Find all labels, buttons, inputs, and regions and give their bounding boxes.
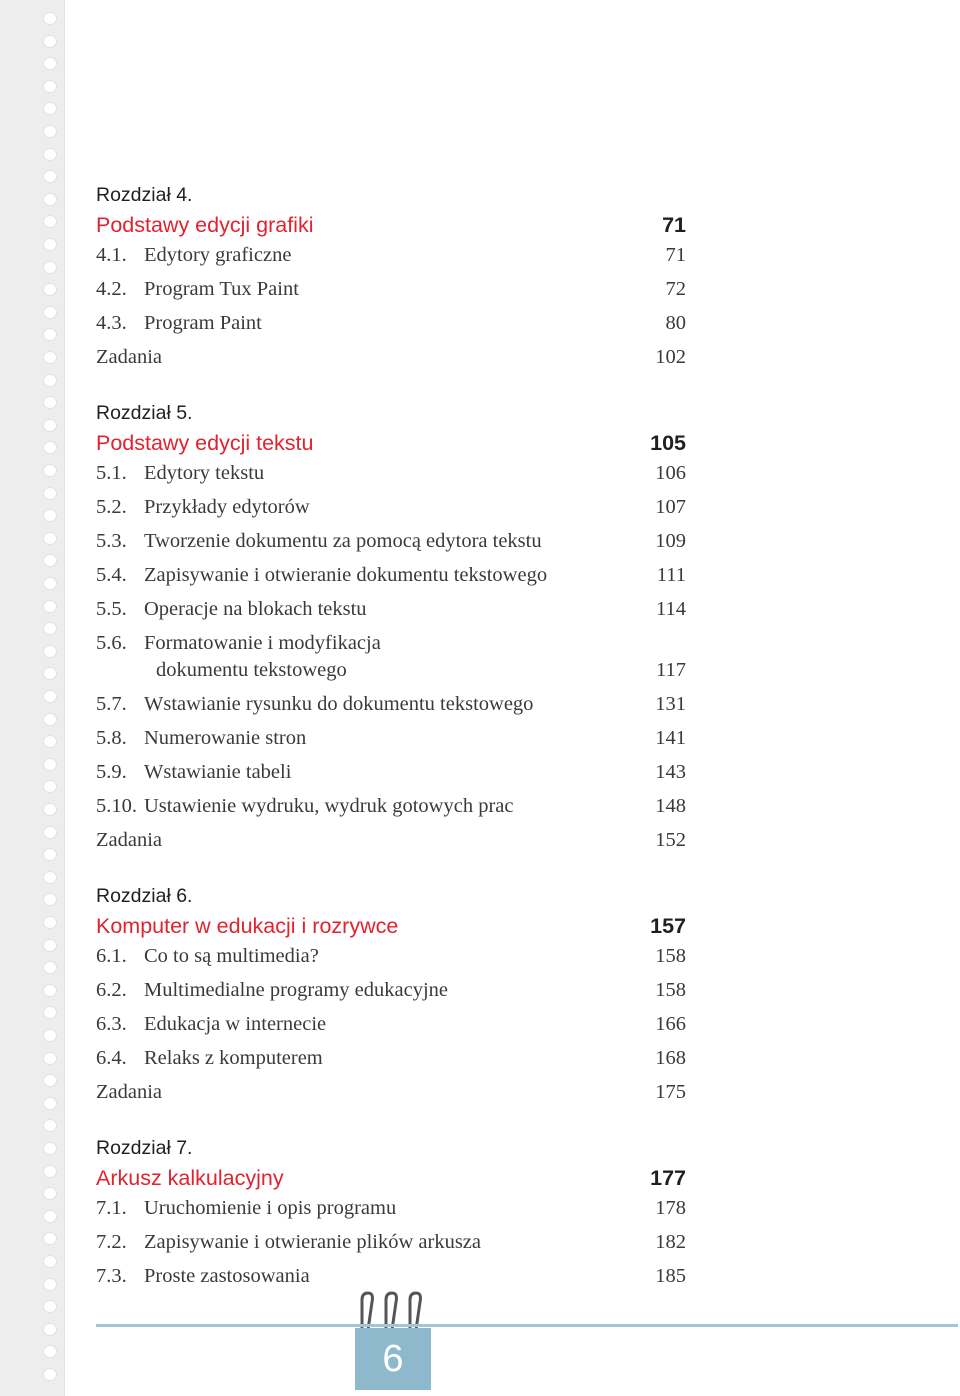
entry-page: 166 [655, 1013, 686, 1035]
binding-hole [43, 1142, 57, 1155]
entry-text [144, 562, 547, 589]
toc-entry[interactable] [96, 1229, 686, 1263]
toc-entry[interactable] [96, 528, 686, 562]
binding-hole [43, 215, 57, 228]
binding-hole [43, 600, 57, 613]
entry-text [144, 276, 299, 303]
toc-entry-left [96, 494, 310, 521]
binding-hole [43, 125, 57, 138]
toc-entry[interactable] [96, 1011, 686, 1045]
entry-text [144, 1229, 481, 1256]
entry-page: 158 [655, 979, 686, 1001]
toc-entry[interactable] [96, 1195, 686, 1229]
chapter-title: Arkusz kalkulacyjny [96, 1166, 284, 1190]
binding-hole [43, 238, 57, 251]
tasks-entry[interactable] [96, 827, 686, 861]
chapter-title: Podstawy edycji tekstu [96, 431, 314, 455]
binding-hole [43, 803, 57, 816]
toc-entry-left [96, 793, 513, 820]
entry-text-line: Zapisywanie i otwieranie dokumentu tekstowego [144, 564, 548, 586]
binding-hole [43, 1097, 57, 1110]
chapter-page: 105 [650, 431, 686, 455]
entry-number: 4.3. [96, 312, 127, 334]
binding-hole [43, 509, 57, 522]
binding-hole [43, 80, 57, 93]
binding-hole [43, 848, 57, 861]
chapter-title-row[interactable] [96, 909, 686, 943]
chapter-title: Komputer w edukacji i rozrywce [96, 914, 399, 938]
entry-text-line: Przykłady edytorów [144, 496, 310, 518]
entry-number: 6.4. [96, 1047, 127, 1069]
binding-hole [43, 1210, 57, 1223]
binding-hole [43, 713, 57, 726]
toc-entry[interactable] [96, 1045, 686, 1079]
toc-entry[interactable] [96, 494, 686, 528]
page-number: 6 [355, 1328, 431, 1390]
chapter-page: 71 [662, 213, 686, 237]
binding-hole [43, 351, 57, 364]
entry-page: 71 [665, 244, 686, 266]
binding-hole [43, 1323, 57, 1336]
toc-entry[interactable] [96, 242, 686, 276]
binding-hole [43, 261, 57, 274]
binding-hole [43, 939, 57, 952]
binding-hole [43, 735, 57, 748]
entry-page: 148 [655, 795, 686, 817]
entry-text-line: Multimedialne programy edukacyjne [144, 979, 448, 1001]
entry-text-line: Uruchomienie i opis programu [144, 1197, 397, 1219]
binding-hole [43, 1165, 57, 1178]
binding-hole [43, 464, 57, 477]
binding-hole [43, 554, 57, 567]
entry-page: 185 [655, 1265, 686, 1287]
entry-page: 182 [655, 1231, 686, 1253]
entry-number: 5.2. [96, 496, 127, 518]
entry-page: 109 [655, 530, 686, 552]
entry-text [144, 725, 306, 752]
toc-entry-left [96, 943, 319, 970]
entry-page: 107 [655, 496, 686, 518]
toc-entry[interactable] [96, 977, 686, 1011]
chapter-label: Rozdział 6. [96, 885, 193, 907]
binding-hole [43, 893, 57, 906]
toc-entry[interactable] [96, 793, 686, 827]
entry-page: 72 [665, 278, 686, 300]
binding-hole [43, 690, 57, 703]
binding-hole [43, 396, 57, 409]
entry-number: 5.6. [96, 632, 127, 654]
binding-hole [43, 487, 57, 500]
toc-entry-left [96, 460, 264, 487]
binding-hole [43, 57, 57, 70]
binding-hole [43, 102, 57, 115]
entry-text-line: Program Paint [144, 312, 262, 334]
toc-entry-left [96, 310, 262, 337]
tasks-label: Zadania [96, 1081, 163, 1103]
binding-hole [43, 170, 57, 183]
toc-entry[interactable] [96, 691, 686, 725]
toc-entry-left [96, 242, 291, 269]
entry-page: 141 [655, 727, 686, 749]
entry-text-line: Tworzenie dokumentu za pomocą edytora tekstu [144, 530, 542, 552]
tasks-entry[interactable] [96, 344, 686, 378]
entry-number: 5.8. [96, 727, 127, 749]
binding-hole [43, 1278, 57, 1291]
chapter-page: 157 [650, 914, 686, 938]
toc-entry[interactable] [96, 943, 686, 977]
entry-text-line: Wstawianie rysunku do dokumentu tekstowego [144, 693, 534, 715]
toc-entry-left [96, 1195, 396, 1222]
binding-hole [43, 984, 57, 997]
binding-hole [43, 1345, 57, 1358]
entry-text-line: Proste zastosowania [144, 1265, 310, 1287]
toc-entry-left [96, 276, 299, 303]
toc-entry[interactable] [96, 460, 686, 494]
entry-page: 111 [656, 564, 686, 586]
toc-entry-left [96, 528, 542, 555]
chapter-title-row[interactable] [96, 1161, 686, 1195]
binding-hole [43, 826, 57, 839]
entry-text [144, 1195, 396, 1222]
entry-page: 117 [656, 659, 686, 681]
entry-page: 158 [655, 945, 686, 967]
binding-hole [43, 1052, 57, 1065]
binding-hole [43, 441, 57, 454]
binding-hole [43, 1300, 57, 1313]
binding-hole [43, 1187, 57, 1200]
binding-hole [43, 645, 57, 658]
toc-entry[interactable] [96, 630, 686, 691]
tasks-page: 175 [655, 1081, 686, 1103]
entry-page: 114 [656, 598, 686, 620]
binding-hole [43, 916, 57, 929]
binding-hole [43, 577, 57, 590]
entry-text [144, 630, 381, 684]
binding-hole [43, 871, 57, 884]
tasks-page: 102 [655, 346, 686, 368]
chapter-page: 177 [650, 1166, 686, 1190]
binding-hole [43, 1255, 57, 1268]
entry-page: 178 [655, 1197, 686, 1219]
chapter-section [96, 400, 686, 861]
binding-hole [43, 780, 57, 793]
binding-hole [43, 1119, 57, 1132]
chapter-label: Rozdział 4. [96, 184, 193, 206]
binding-hole [43, 1232, 57, 1245]
binding-hole [43, 328, 57, 341]
entry-number: 4.1. [96, 244, 127, 266]
entry-text [144, 528, 542, 555]
entry-page: 143 [655, 761, 686, 783]
chapter-section [96, 182, 686, 378]
entry-number: 6.1. [96, 945, 127, 967]
toc-entry[interactable] [96, 725, 686, 759]
binding-hole [43, 306, 57, 319]
entry-text [144, 1045, 323, 1072]
entry-number: 5.1. [96, 462, 127, 484]
entry-text [144, 691, 533, 718]
entry-text [144, 242, 291, 269]
entry-number: 6.3. [96, 1013, 127, 1035]
toc-entry-left [96, 977, 448, 1004]
entry-page: 80 [665, 312, 686, 334]
binding-hole [43, 148, 57, 161]
chapter-section [96, 883, 686, 1113]
binding-hole [43, 283, 57, 296]
chapter-title-row[interactable] [96, 208, 686, 242]
entry-text-line: Zapisywanie i otwieranie plików arkusza [144, 1231, 481, 1253]
toc-entry-left [96, 691, 533, 718]
binding-hole [43, 1074, 57, 1087]
entry-number: 7.3. [96, 1265, 127, 1287]
entry-text-line: Co to są multimedia? [144, 945, 319, 967]
binding-hole [43, 1029, 57, 1042]
toc-entry-left [96, 1263, 310, 1290]
entry-text [144, 943, 319, 970]
entry-text [144, 1011, 326, 1038]
tasks-label: Zadania [96, 346, 163, 368]
table-of-contents [96, 182, 686, 1319]
entry-number: 4.2. [96, 278, 127, 300]
entry-text-line: Operacje na blokach tekstu [144, 598, 367, 620]
toc-entry-left [96, 1229, 481, 1256]
chapter-label: Rozdział 5. [96, 402, 193, 424]
tasks-entry[interactable] [96, 1079, 686, 1113]
entry-number: 5.3. [96, 530, 127, 552]
chapter-label: Rozdział 7. [96, 1137, 193, 1159]
toc-entry-left [96, 725, 306, 752]
binding-hole [43, 667, 57, 680]
toc-entry[interactable] [96, 562, 686, 596]
binding-hole [43, 1368, 57, 1381]
binding-hole [43, 193, 57, 206]
entry-page: 168 [655, 1047, 686, 1069]
entry-text [144, 759, 291, 786]
entry-text [144, 1263, 310, 1290]
binding-hole [43, 35, 57, 48]
footer-rule [96, 1324, 958, 1327]
toc-entry-left [96, 759, 291, 786]
entry-text [144, 494, 310, 521]
entry-page: 131 [655, 693, 686, 715]
toc-entry-left [96, 562, 547, 589]
binding-hole [43, 532, 57, 545]
toc-entry-left [96, 1045, 323, 1072]
entry-number: 5.9. [96, 761, 127, 783]
toc-entry[interactable] [96, 310, 686, 344]
entry-text-line-2: dokumentu tekstowego [156, 659, 347, 681]
toc-entry[interactable] [96, 759, 686, 793]
binding-hole [43, 622, 57, 635]
entry-text-line: Program Tux Paint [144, 278, 299, 300]
entry-number: 6.2. [96, 979, 127, 1001]
entry-text [144, 310, 262, 337]
entry-number: 5.10. [96, 795, 137, 817]
entry-text [144, 977, 448, 1004]
tasks-label: Zadania [96, 829, 163, 851]
binding-hole [43, 1006, 57, 1019]
entry-text [144, 460, 264, 487]
entry-number: 5.4. [96, 564, 127, 586]
entry-text-line: Edytory tekstu [144, 462, 265, 484]
entry-number: 7.1. [96, 1197, 127, 1219]
entry-text-line: Edytory graficzne [144, 244, 292, 266]
entry-number: 5.7. [96, 693, 127, 715]
notebook-binding [0, 0, 65, 1396]
toc-entry-left [96, 596, 367, 623]
entry-text [144, 596, 367, 623]
binding-hole [43, 419, 57, 432]
toc-entry-left [96, 630, 381, 684]
toc-entry-left [96, 1011, 326, 1038]
entry-text-line: Edukacja w internecie [144, 1013, 327, 1035]
entry-text-line: Numerowanie stron [144, 727, 307, 749]
entry-text-line: Ustawienie wydruku, wydruk gotowych prac [144, 795, 514, 817]
entry-text-line: Wstawianie tabeli [144, 761, 292, 783]
entry-number: 7.2. [96, 1231, 127, 1253]
entry-page: 106 [655, 462, 686, 484]
entry-text [144, 793, 513, 820]
binding-hole [43, 758, 57, 771]
binding-hole [43, 374, 57, 387]
binding-hole [43, 12, 57, 25]
tasks-page: 152 [655, 829, 686, 851]
toc-entry[interactable] [96, 276, 686, 310]
binding-hole [43, 961, 57, 974]
entry-text-line: Relaks z komputerem [144, 1047, 323, 1069]
chapter-title-row[interactable] [96, 426, 686, 460]
entry-text-line: Formatowanie i modyfikacja [144, 632, 381, 654]
entry-number: 5.5. [96, 598, 127, 620]
chapter-section [96, 1135, 686, 1297]
toc-entry[interactable] [96, 596, 686, 630]
chapter-title: Podstawy edycji grafiki [96, 213, 314, 237]
